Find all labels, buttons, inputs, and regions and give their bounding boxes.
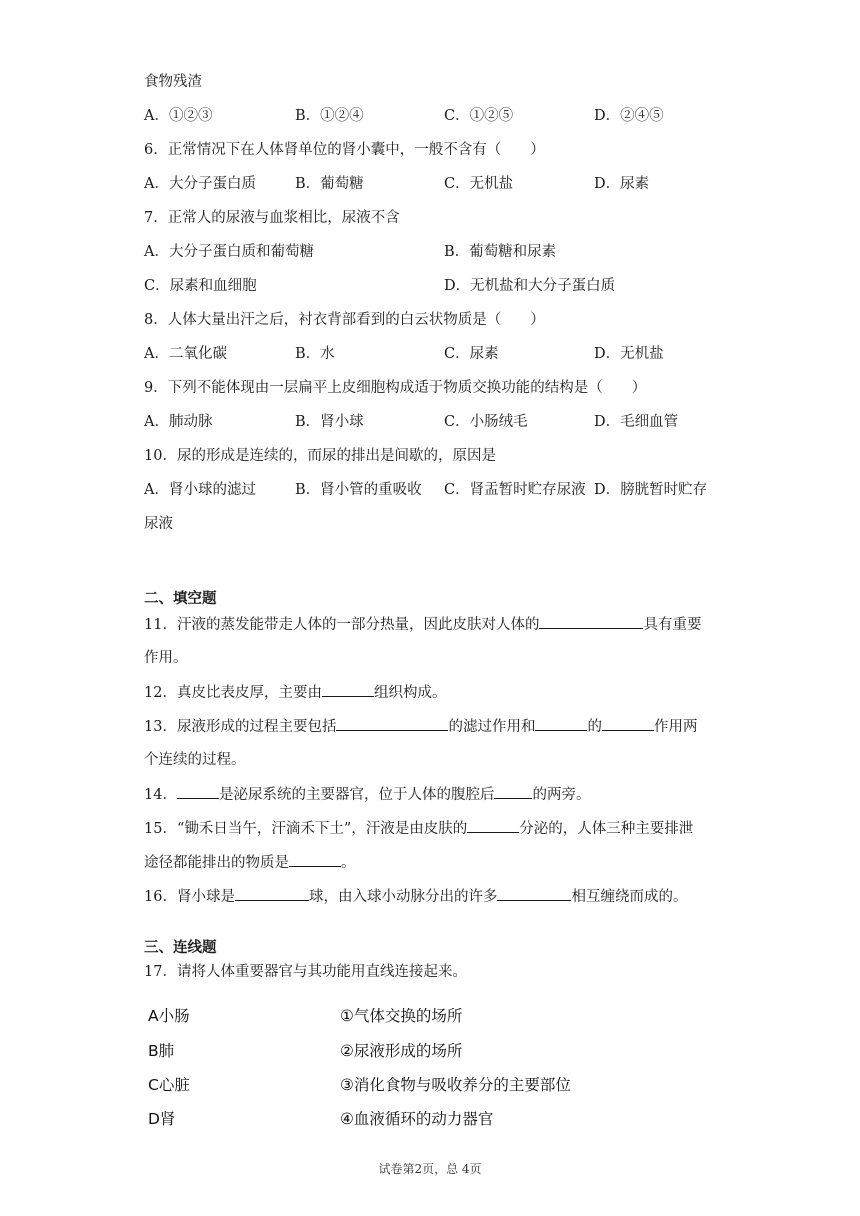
q16-blank-2[interactable] [497,886,571,901]
q17-stem: 17．请将人体重要器官与其功能用直线连接起来。 [144,964,467,980]
q5-option-c: C．①②⑤ [444,108,514,124]
q6-option-b: B．葡萄糖 [295,176,364,192]
q10-option-d-wrap: 尿液 [144,516,173,532]
q11-blank[interactable] [539,614,643,629]
q6-option-d: D．尿素 [594,176,650,192]
q10-option-b: B．肾小管的重吸收 [295,482,422,498]
q14-line [144,784,590,805]
q13-text-c: 的 [587,719,602,735]
q16-text-a: 16．肾小球是 [144,889,235,905]
q11-text-c: 作用。 [144,650,188,666]
q6-stem: 6．正常情况下在人体肾单位的肾小囊中，一般不含有（ ） [144,142,545,158]
q10-option-d: D．膀胱暂时贮存 [594,482,708,498]
q7-option-a: A．大分子蛋白质和葡萄糖 [144,244,314,260]
q5-option-b: B．①②④ [295,108,364,124]
q11-line-1 [144,614,701,635]
q11-text-a: 11．汗液的蒸发能带走人体的一部分热量，因此皮肤对人体的 [144,617,540,633]
q10-option-a: A．肾小球的滤过 [144,482,256,498]
q14-blank-2[interactable] [494,784,532,799]
q14-text-a: 14． [144,787,177,803]
q15-blank-1[interactable] [467,818,519,833]
q8-stem: 8．人体大量出汗之后，衬衣背部看到的白云状物质是（ ） [144,312,545,328]
q7-option-d: D．无机盐和大分子蛋白质 [444,278,616,294]
q5-option-a: A．①②③ [144,108,213,124]
q15-blank-2[interactable] [289,852,341,867]
organ-c[interactable]: C心脏 [148,1076,190,1094]
q16-blank-1[interactable] [235,886,309,901]
q13-text-a: 13．尿液形成的过程主要包括 [144,719,337,735]
q13-blank-1[interactable] [336,716,448,731]
q12-blank[interactable] [322,682,374,697]
organ-a[interactable]: A小肠 [148,1007,190,1025]
q15-line-1 [144,818,693,839]
q8-option-c: C．尿素 [444,346,499,362]
q13-text-e: 个连续的过程。 [144,752,246,768]
function-3[interactable]: ③消化食物与吸收养分的主要部位 [340,1076,571,1094]
q15-text-b: 分泌的，人体三种主要排泄 [519,821,694,837]
q5-option-d: D．②④⑤ [594,108,664,124]
q14-text-c: 的两旁。 [532,787,591,803]
q16-text-c: 相互缠绕而成的。 [571,889,688,905]
organ-d[interactable]: D肾 [148,1110,176,1128]
q12-line [144,682,446,703]
q11-text-b: 具有重要 [643,617,702,633]
section-matching-title: 三、连线题 [144,940,217,956]
q13-text-d: 作用两 [653,719,698,735]
q7-stem: 7．正常人的尿液与血浆相比，尿液不含 [144,210,400,226]
q13-text-b: 的滤过作用和 [448,719,536,735]
q7-option-c: C．尿素和血细胞 [144,278,257,294]
q7-option-b: B．葡萄糖和尿素 [444,244,557,260]
function-4[interactable]: ④血液循环的动力器官 [340,1110,494,1128]
q6-option-c: C．无机盐 [444,176,514,192]
q13-blank-3[interactable] [602,716,654,731]
q6-option-a: A．大分子蛋白质 [144,176,256,192]
q15-text-a: 15．“锄禾日当午，汗滴禾下土”，汗液是由皮肤的 [144,821,468,837]
q14-text-b: 是泌尿系统的主要器官，位于人体的腹腔后 [218,787,495,803]
q15-text-d: 。 [341,855,356,871]
q13-line-1 [144,716,697,737]
q15-line-2 [144,852,356,873]
q16-line [144,886,687,907]
q9-option-b: B．肾小球 [295,414,364,430]
section-fill-in-title: 二、填空题 [144,591,217,607]
q8-option-a: A．二氧化碳 [144,346,227,362]
page-footer: 试卷第2页，总 4页 [378,1162,482,1176]
q9-option-a: A．肺动脉 [144,414,213,430]
organ-b[interactable]: B肺 [148,1042,175,1060]
q9-stem: 9．下列不能体现由一层扁平上皮细胞构成适于物质交换功能的结构是（ ） [144,380,647,396]
q8-option-d: D．无机盐 [594,346,664,362]
q13-blank-2[interactable] [535,716,587,731]
q14-blank-1[interactable] [177,784,219,799]
q10-stem: 10．尿的形成是连续的，而尿的排出是间歇的，原因是 [144,448,496,464]
q16-text-b: 球，由入球小动脉分出的许多 [308,889,498,905]
q9-option-d: D．毛细血管 [594,414,679,430]
q12-text-a: 12．真皮比表皮厚，主要由 [144,685,322,701]
q8-option-b: B．水 [295,346,335,362]
function-2[interactable]: ②尿液形成的场所 [340,1042,463,1060]
q10-option-c: C．肾盂暂时贮存尿液 [444,482,586,498]
previous-question-tail: 食物残渣 [144,74,202,90]
function-1[interactable]: ①气体交换的场所 [340,1007,463,1025]
q15-text-c: 途径都能排出的物质是 [144,855,289,871]
q12-text-b: 组织构成。 [373,685,447,701]
q9-option-c: C．小肠绒毛 [444,414,528,430]
